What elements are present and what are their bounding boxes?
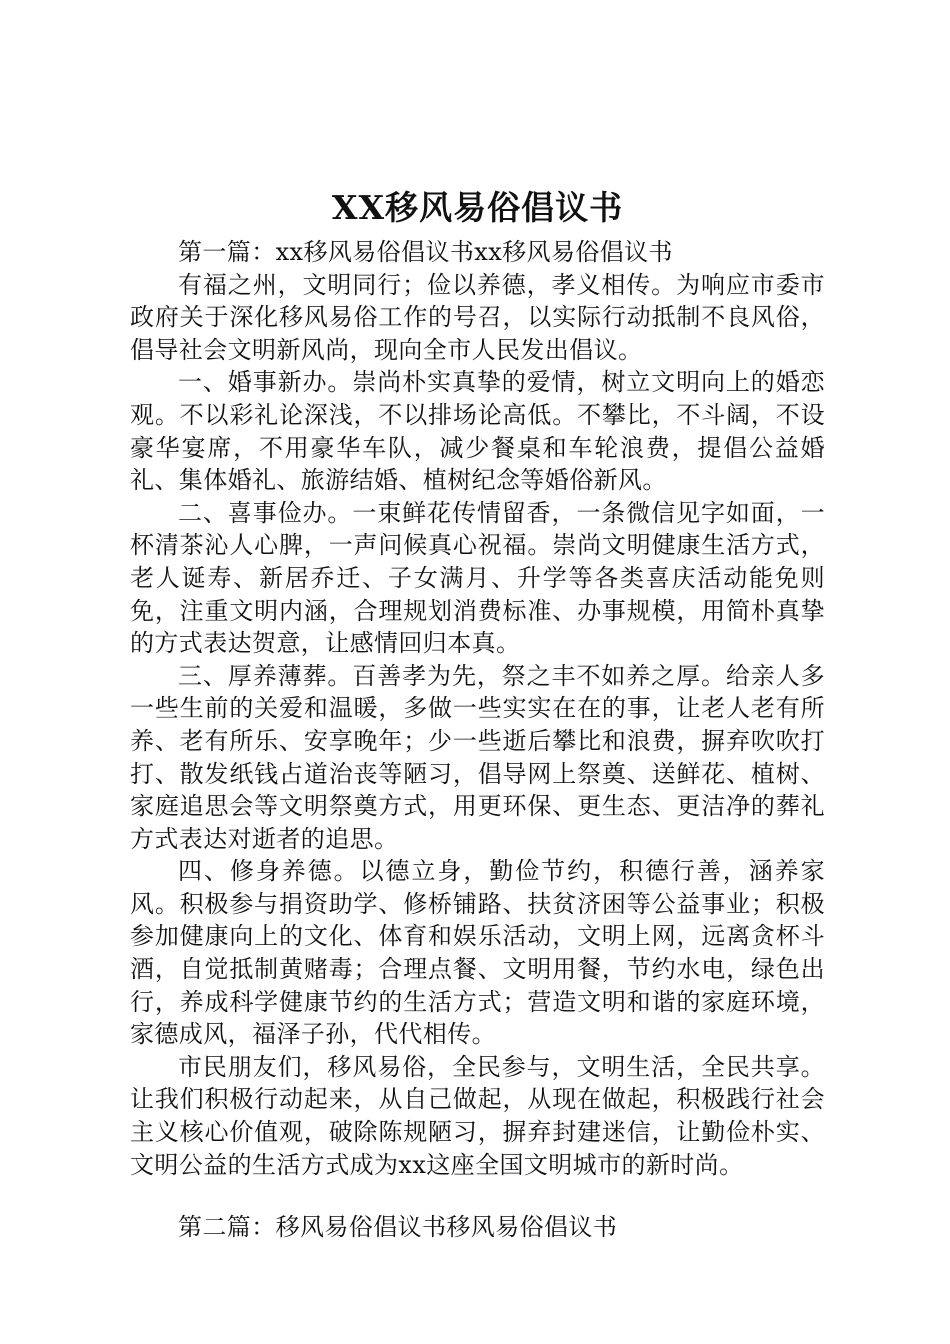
section-gap: [130, 1181, 825, 1211]
section-2-heading: 第二篇：移风易俗倡议书移风易俗倡议书: [178, 1213, 618, 1242]
paragraph-wedding: 一、婚事新办。崇尚朴实真挚的爱情，树立文明向上的婚恋观。不以彩礼论深浅，不以排场论高低。不攀比，不斗阔，不设豪华宴席，不用豪华车队，减少餐桌和车轮浪费，提倡公益婚礼、集体婚礼、旅游结婚、植树纪念等婚俗新风。: [130, 368, 825, 495]
document-page: [130, 182, 825, 1244]
paragraph-closing: 市民朋友们，移风易俗，全民参与，文明生活，全民共享。让我们积极行动起来，从自己做起，从现在做起，积极践行社会主义核心价值观，破除陈规陋习，摒弃封建迷信，让勤俭朴实、文明公益的生活方式成为xx这座全国文明城市的新时尚。: [130, 1052, 825, 1179]
section-1-heading: 第一篇：xx移风易俗倡议书xx移风易俗倡议书: [178, 238, 673, 266]
paragraph-celebration: 二、喜事俭办。一束鲜花传情留香，一条微信见字如面，一杯清茶沁人心脾，一声问候真心祝福。崇尚文明健康生活方式，老人诞寿、新居乔迁、子女满月、升学等各类喜庆活动能免则免，注重文明内涵，合理规划消费标准、办事规模，用简朴真挚的方式表达贺意，让感情回归本真。: [130, 498, 825, 658]
document-title: XX移风易俗倡议书: [331, 188, 624, 227]
paragraph-virtue: 四、修身养德。以德立身，勤俭节约，积德行善，涵养家风。积极参与捐资助学、修桥铺路、扶贫济困等公益事业；积极参加健康向上的文化、体育和娱乐活动，文明上网，远离贪杯斗酒，自觉抵制黄赌毒；合理点餐、文明用餐，节约水电，绿色出行，养成科学健康节约的生活方式；营造文明和谐的家庭环境，家德成风，福泽子孙，代代相传。: [130, 857, 825, 1049]
paragraph-intro: 有福之州，文明同行；俭以养德，孝义相传。为响应市委市政府关于深化移风易俗工作的号召，以实际行动抵制不良风俗，倡导社会文明新风尚，现向全市人民发出倡议。: [130, 270, 825, 364]
paragraph-funeral: 三、厚养薄葬。百善孝为先，祭之丰不如养之厚。给亲人多一些生前的关爱和温暖，多做一些实实在在的事，让老人老有所养、老有所乐、安享晚年；少一些逝后攀比和浪费，摒弃吹吹打打、散发纸钱占道治丧等陋习，倡导网上祭奠、送鲜花、植树、家庭追思会等文明祭奠方式，用更环保、更生态、更洁净的葬礼方式表达对逝者的追思。: [130, 661, 825, 853]
